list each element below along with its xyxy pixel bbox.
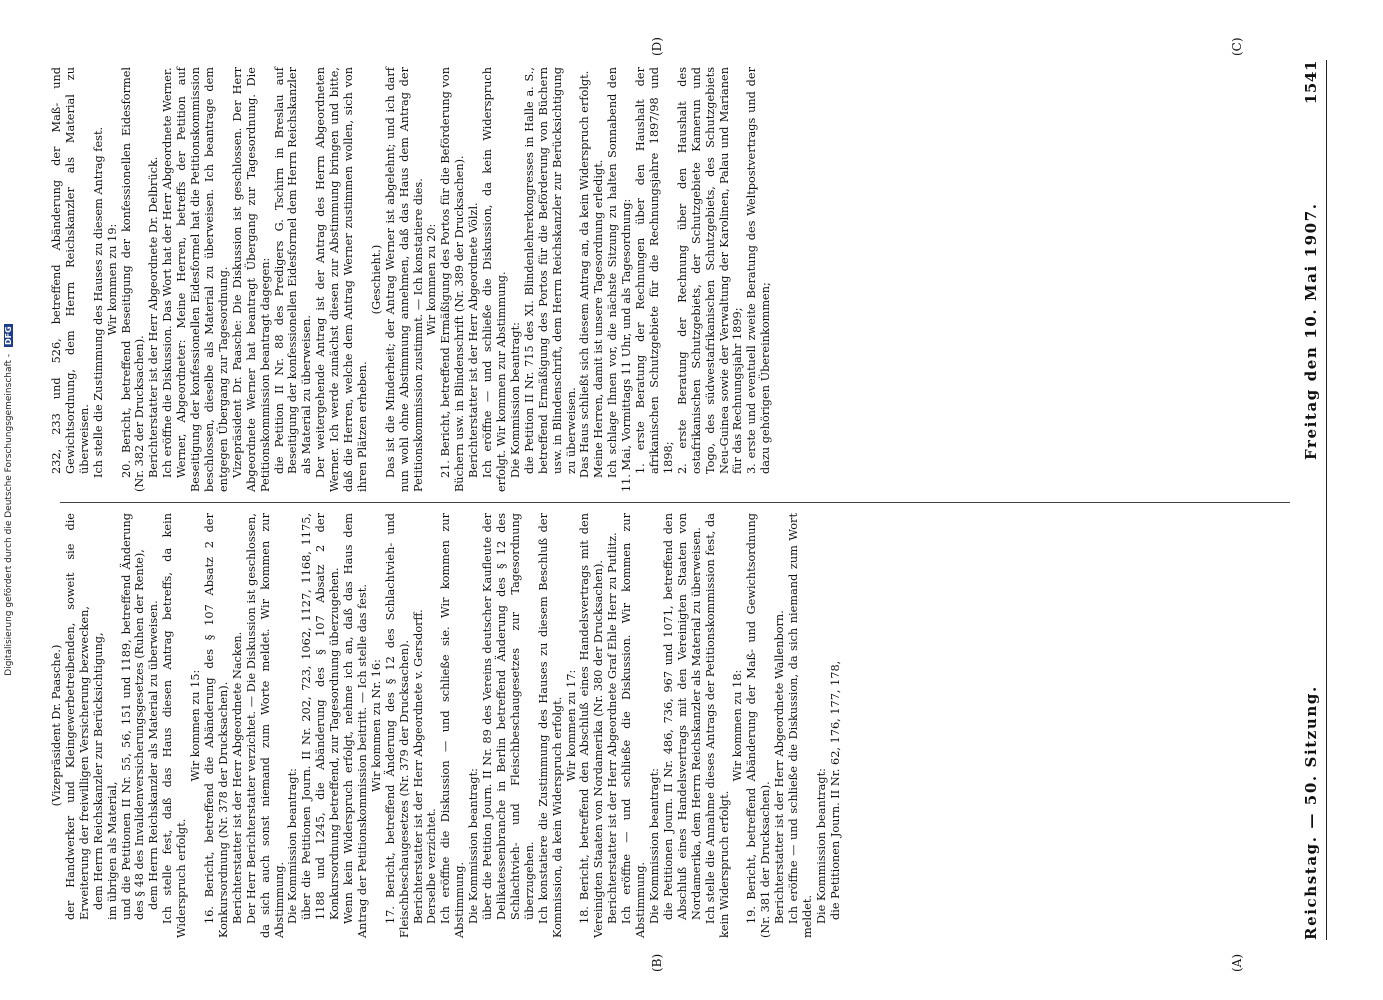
- paragraph: über die Petitionen Journ. II Nr. 202, 723, 1062, 1127, 1168, 1175, 1188 und 1245, die Abänderung des § 107 Absatz 2 der Konkursordnung betreffend, zur Tagesordnung überzugehen.: [300, 513, 342, 920]
- paragraph: Meine Herren, damit ist unsere Tagesordnung erledigt.: [592, 159, 606, 478]
- digitization-text: Digitalisierung gefördert durch die Deutsche Forschungsgemeinschaft -: [4, 353, 14, 676]
- paragraph: Wenn kein Widerspruch erfolgt, nehme ich an, daß das Haus dem Antrag der Petitionskommission beitritt. — Ich stelle das fest.: [342, 513, 369, 938]
- paragraph: Berichterstatter ist der Herr Abgeordnete Nacken.: [230, 631, 244, 924]
- paragraph: Ich eröffne die Diskussion — und schließe sie. Wir kommen zur Abstimmung.: [439, 513, 467, 938]
- agenda-item: Wir kommen zu 19:: [105, 223, 119, 336]
- paragraph: Ich stelle fest, daß das Haus diesen Antrag betreffs, da kein Widerspruch erfolgt.: [161, 513, 189, 938]
- paragraph: und die Petitionen II Nr. 55, 56, 151 und 1189, betreffend Änderung des § 48 des Invalidenversicherungsgesetzes (Ruhen der Rente),: [119, 513, 147, 920]
- agenda-item: Wir kommen zu 18:: [731, 669, 745, 782]
- paragraph: dem Herrn Reichskanzler zur Berücksichtigung,: [91, 632, 105, 910]
- paragraph: Ich eröffne — und schließe die Diskussion, da kein Widerspruch erfolgt. Wir kommen zur Abstimmung.: [481, 67, 508, 492]
- paragraph: im übrigen als Material,: [105, 781, 119, 920]
- left-column: [50, 513, 1290, 938]
- paragraph: die Petitionen Journ. II Nr. 486, 736, 967 und 1071, betreffend den Abschluß eines Handelsvertrags mit den Vereinigten Staaten von Nordamerika, dem Herrn Reichskanzler als Material zu überweisen.: [661, 513, 703, 920]
- dfg-logo: DFG: [4, 326, 13, 345]
- paragraph: der Handwerker und Kleingewerbetreibenden, soweit sie die Erweiterung der freiwilligen Versicherung bezwecken,: [63, 513, 91, 920]
- report-title: 16. Bericht, betreffend die Abänderung des § 107 Absatz 2 der Konkursordnung (Nr. 378 der Drucksachen).: [202, 513, 230, 938]
- report-title: 20. Bericht, betreffend Beseitigung der konfessionellen Eidesformel (Nr. 382 der Drucksachen).: [119, 67, 147, 492]
- paragraph: Berichterstatter ist der Herr Abgeordnete Völzl.: [467, 202, 481, 478]
- paragraph: die Petitionen Journ. II Nr. 62, 176, 177, 178,: [828, 660, 842, 920]
- agenda-item: Wir kommen zu 20:: [425, 223, 439, 336]
- agenda-list-item: 3. erste und eventuell zweite Beratung des Weltpostvertrags und der dazu gehörigen Übereinkommen;: [745, 67, 773, 474]
- paragraph: Das Haus schließt sich diesem Antrag an, da kein Widerspruch erfolgt.: [578, 70, 592, 478]
- paragraph: über die Petition Journ. II Nr. 89 des Vereins deutscher Kaufleute der Delikatessenbranche in Berlin betreffend Änderung des § 12 des Schlachtvieh- und Fleischbeschaugesetzes zur Tagesordnung überzugehen.: [481, 513, 536, 920]
- paragraph: Die Kommission beantragt:: [467, 768, 481, 924]
- page-number: 1541: [1302, 60, 1320, 105]
- speech: Werner, Abgeordneter: Meine Herren, betreffs der Petition auf Beseitigung der konfessionellen Eidesformel hat die Petitionskommission beschlossen, dieselbe als Material zu überweisen. Ich beantrage dem entgegen Übergang zur Tagesordnung.: [175, 67, 230, 492]
- report-title: 17. Bericht, betreffend Änderung des § 12 des Schlachtvieh- und Fleischbeschaugesetzes (Nr. 379 der Drucksachen).: [383, 513, 411, 938]
- paragraph: die Petition II Nr. 715 des XI. Blindenlehrerkongresses in Halle a. S., betreffend Ermäßigung des Portos für die Beförderung von Büchern usw. in Blindenschrift, dem Herrn Reichskanzler zur Berücksichtigung zu überweisen.: [522, 67, 578, 474]
- right-column: [50, 67, 1290, 492]
- paragraph: Berichterstatter ist der Herr Abgeordnete Graf Ehle Herr zu Putlitz.: [606, 532, 620, 924]
- margin-mark-c: (C): [1230, 37, 1244, 56]
- paragraph: Die Kommission beantragt:: [286, 768, 300, 924]
- speaker-note: (Vizepräsident Dr. Paasche.): [50, 644, 63, 807]
- header-right-title: Freitag den 10. Mai 1907.: [1302, 202, 1320, 460]
- agenda-item: Wir kommen zu Nr. 16:: [369, 659, 383, 792]
- column-divider: [60, 502, 1290, 503]
- speech: Vizepräsident Dr. Paasche: Die Diskussion ist geschlossen. Der Herr Abgeordnete Werner hat beantragt Übergang zur Tagesordnung. Die Petitionskommission beantragt dagegen:: [230, 67, 272, 492]
- margin-mark-a: (A): [1230, 953, 1244, 972]
- paragraph: Berichterstatter ist der Herr Abgeordnete v. Gersdorff.: [411, 609, 425, 924]
- margin-mark-d: (D): [650, 37, 664, 56]
- agenda-item: Wir kommen zu 17:: [564, 669, 578, 782]
- agenda-list-item: 2. erste Beratung der Rechnung über den Haushalt des ostafrikanischen Schutzgebiets, der Schutzgebiete Kamerun und Togo, des südwestafrikanischen Schutzgebiets, des Schutzgebiets Neu-Guinea sowie der Verwaltung der Karolinen, Palau und Marianen für das Rechnungsjahr 1899;: [675, 67, 745, 474]
- digitization-note: [4, 0, 18, 1000]
- paragraph: Ich konstatiere die Zustimmung des Hauses zu diesem Beschluß der Kommission, da kein Widerspruch erfolgt.: [536, 513, 564, 938]
- paragraph: Berichterstatter ist der Herr Abgeordnete Dr. Delbrück.: [147, 156, 161, 478]
- paragraph: Das ist die Minderheit; der Antrag Werner ist abgelehnt; und ich darf nun wohl ohne Abstimmung annehmen, daß das Haus dem Antrag der Petitionskommission zustimmt. — Ich konstatiere dies.: [383, 67, 425, 492]
- paragraph: Ich schlage Ihnen vor, die nächste Sitzung zu halten Sonnabend den 11. Mai, Vormittags 11 Uhr, und als Tagesordnung:: [606, 67, 634, 492]
- paragraph: Die Kommission beantragt:: [647, 768, 661, 924]
- margin-mark-b: (B): [650, 953, 664, 972]
- paragraph: Ich eröffne — und schließe die Diskussion. Wir kommen zur Abstimmung.: [620, 513, 648, 938]
- paragraph: Die Kommission beantragt:: [508, 322, 522, 478]
- paragraph: Ich eröffne — und schließe die Diskussion, da sich niemand zum Wort meldet.: [787, 513, 814, 938]
- paragraph: Der Herr Berichterstatter verzichtet. — Die Diskussion ist geschlossen, da sich auch sonst niemand zum Worte meldet. Wir kommen zur Abstimmung.: [244, 513, 286, 938]
- stage-direction: (Geschieht.): [369, 244, 383, 315]
- paragraph: die Petition II Nr. 88 des Predigers G. Tschirn in Breslau auf Beseitigung der konfessionellen Eidesformel dem Herrn Reichskanzler als Material zu überweisen.: [272, 67, 314, 474]
- paragraph: 232, 233 und 526, betreffend Abänderung der Maß- und Gewichtsordnung, dem Herrn Reichskanzler als Material zu überweisen.: [50, 67, 91, 474]
- paragraph: Berichterstatter ist der Herr Abgeordnete Wallenborn.: [773, 610, 787, 924]
- report-title: 19. Bericht, betreffend Abänderung der Maß- und Gewichtsordnung (Nr. 381 der Drucksachen).: [745, 513, 773, 938]
- paragraph: Ich stelle die Annahme dieses Antrags der Petitionskommission fest, da kein Widerspruch erfolgt.: [703, 513, 731, 938]
- report-title: 21. Bericht, betreffend Ermäßigung des Portos für die Beförderung von Büchern usw. in Blindenschrift (Nr. 389 der Drucksachen).: [439, 67, 467, 492]
- paragraph: Ich eröffne die Diskussion. Das Wort hat der Herr Abgeordnete Werner.: [161, 67, 175, 478]
- paragraph: Die Kommission beantragt:: [814, 768, 828, 924]
- agenda-list-item: 1. erste Beratung der Rechnungen über den Haushalt der afrikanischen Schutzgebiete für die Rechnungsjahre 1897/98 und 1898;: [634, 67, 675, 474]
- page-header: [1300, 60, 1327, 940]
- paragraph: Ich stelle die Zustimmung des Hauses zu diesem Antrag fest.: [91, 126, 105, 478]
- paragraph: Der weitergehende Antrag ist der Antrag des Herrn Abgeordneten Werner. Ich werde zunächst diesen zur Abstimmung bringen und bitte, daß die Herren, welche dem Antrag Werner zustimmen wollen, sich von ihren Plätzen erheben.: [314, 67, 369, 492]
- paragraph: dem Herrn Reichskanzler als Material zu überweisen.: [147, 600, 161, 910]
- agenda-item: Wir kommen zu 15:: [189, 669, 203, 782]
- paragraph: Derselbe verzichtet.: [425, 808, 439, 924]
- header-left-title: Reichstag. — 50. Sitzung.: [1302, 685, 1320, 940]
- report-title: 18. Bericht, betreffend den Abschluß eines Handelsvertrags mit den Vereinigten Staaten von Nordamerika (Nr. 380 der Drucksachen).: [578, 513, 606, 938]
